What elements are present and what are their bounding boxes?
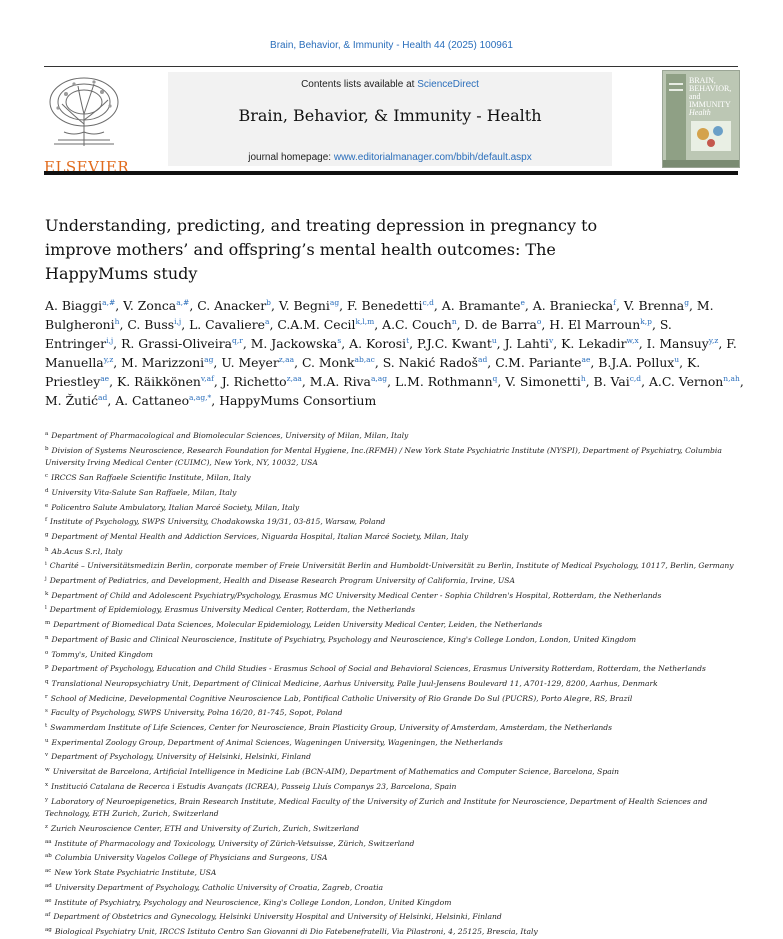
author[interactable] — [121, 336, 243, 351]
affiliation-key: ac — [45, 868, 52, 875]
author-affiliation-marker[interactable]: c,d — [422, 298, 434, 307]
journal-info-panel — [168, 72, 612, 166]
affiliation-key: i — [45, 561, 47, 568]
affiliation-item — [45, 514, 745, 529]
masthead — [44, 66, 738, 176]
publisher-logo-text: ELSEVIER — [44, 158, 130, 176]
author-affiliation-marker[interactable]: ae — [100, 374, 110, 383]
author[interactable] — [347, 298, 434, 313]
author-name: L. Cavaliere — [189, 317, 265, 332]
author[interactable] — [505, 336, 554, 351]
affiliation-text: Swammerdam Institute of Life Sciences, Center for Neuroscience, Brain Plasticity Group, University of Amsterdam, Amsterdam, the Netherlands — [50, 723, 613, 733]
author-affiliation-marker[interactable]: a,ag — [370, 374, 388, 383]
author-name: C. Anacker — [197, 298, 267, 313]
affiliation-key: p — [45, 664, 49, 671]
affiliation-key: n — [45, 634, 49, 641]
author-affiliation-marker[interactable]: t — [406, 336, 410, 345]
author-affiliation-marker[interactable]: ag — [204, 355, 214, 364]
contents-line — [168, 79, 612, 90]
author-name: V. Simonetti — [505, 374, 581, 389]
affiliation-item — [45, 850, 745, 865]
affiliation-text: Department of Biomedical Data Sciences, Molecular Epidemiology, Leiden University Medical Center, Leiden, the Netherlands — [53, 620, 543, 630]
author-affiliation-marker[interactable]: q — [492, 374, 498, 383]
affiliation-key: ab — [45, 853, 52, 860]
cover-line-3: and IMMUNITY — [689, 92, 731, 109]
affiliation-item — [45, 676, 745, 691]
author[interactable] — [465, 317, 542, 332]
affiliation-key: aa — [45, 838, 52, 845]
author-name: M.A. Riva — [309, 374, 371, 389]
author-name: M. Jackowska — [250, 336, 338, 351]
author-name: K. Räikkönen — [117, 374, 201, 389]
elsevier-logo[interactable] — [44, 74, 130, 176]
affiliation-key: a — [45, 431, 49, 437]
author-affiliation-marker[interactable]: n,ah — [723, 374, 740, 383]
author-affiliation-marker[interactable]: e — [520, 298, 525, 307]
affiliation-text: Experimental Zoology Group, Department of Animal Sciences, Wageningen University, Wageningen, the Netherlands — [51, 737, 503, 747]
affiliation-item — [45, 428, 745, 443]
author-name: M. Žutić — [45, 393, 99, 408]
author-name: V. Brenna — [623, 298, 685, 313]
contents-prefix: Contents lists available at — [301, 79, 418, 90]
author-name: A.C. Couch — [382, 317, 452, 332]
affiliation-text: Charité – Universitätsmedizin Berlin, corporate member of Freie Universität Berlin and Humboldt-Universität zu Berlin, Institute of Medical Psychology, 10117, Berlin, Germany — [49, 561, 734, 571]
author[interactable] — [251, 336, 342, 351]
author-name: F. Manuella — [45, 336, 737, 370]
author-name: B.J.A. Pollux — [598, 355, 675, 370]
affiliation-text: Translational Neuropsychiatry Unit, Department of Clinical Medicine, Aarhus University, Palle Juul-Jensens Boulevard 11, A701-129, 8200, Aarhus, Denmark — [51, 678, 658, 688]
affiliation-key: ad — [45, 882, 52, 889]
affiliation-key: l — [45, 605, 47, 612]
affiliation-item — [45, 735, 745, 750]
affiliation-text: Division of Systems Neuroscience, Research Foundation for Mental Hygiene, Inc.(RFMH) / New York State Psychiatric Institute (NYSPI), Department of Psychiatry, Columbia University Irving Medical Center (CUIMC), New York, NY, 10032, USA — [45, 445, 722, 468]
affiliation-item — [45, 895, 745, 910]
author[interactable] — [221, 355, 294, 370]
affiliation-item — [45, 865, 745, 880]
affiliation-text: Institució Catalana de Recerca i Estudis Avançats (ICREA), Passeig Lluís Companys 23, Barcelona, Spain — [51, 781, 457, 791]
affiliation-text: Faculty of Psychology, SWPS University, Polna 16/20, 81-745, Sopot, Poland — [50, 708, 343, 718]
affiliation-text: Tommy's, United Kingdom — [51, 649, 153, 659]
author[interactable] — [624, 298, 689, 313]
affiliation-key: k — [45, 590, 49, 597]
author[interactable] — [647, 336, 719, 351]
affiliation-item — [45, 632, 745, 647]
affiliation-key: s — [45, 708, 48, 715]
author-affiliation-marker[interactable]: b — [266, 298, 271, 307]
author-list: A. Biaggi$^{a,\#}$, V. Zonca$^{a,\#}$, C. Anacker$^b$, V. Begni$^{ag}$, F. Benedetti$^{c,d}$, A. Bramante$^e$, A. Braniecka$^f$, V. Brenna$^g$, M. Bulgheroni$^h$, C. Buss$^{i,j}$, L. Cavaliere$^a$, C.A.M. Cecil$^{k,l,m}$, A.C. Couch$^n$, D. de Barra$^o$, H. El Marroun$^{k,p}$, S. Entringer$^{i,j}$, R. Grassi-Oliveira$^{q,r}$, M. Jackowska$^s$, A. Korosi$^t$, P.J.C. Kwant$^u$, J. Lahti$^v$, K. Lekadir$^{w,x}$, I. Mansuy$^{y,z}$, F. Manuella$^{y,z}$, M. Marizzoni$^{ag}$, U. Meyer$^{z,aa}$, C. Monk$^{ab,ac}$, S. Nakić Radoš$^{ad}$, C.M. Pariante$^{ae}$, B.J.A. Pollux$^u$, K. Priestley$^{ae}$, K. Räikkönen$^{v,af}$, J. Richetto$^{z,aa}$, M.A. Riva$^{a,ag}$, L.M. Rothmann$^q$, V. Simonetti$^h$, B. Vai$^{c,d}$, A.C. Vernon$^{n,ah}$, M. Žutić$^{ad}$, A. Cattaneo$^{a,ag,*}$, HappyMums Consortium — [45, 298, 744, 408]
affiliation-key: f — [45, 517, 48, 524]
author[interactable] — [598, 355, 679, 370]
affiliation-item — [45, 720, 745, 735]
author-name: M. Bulgheroni — [45, 298, 714, 332]
author-name: A. Braniecka — [532, 298, 614, 313]
author[interactable] — [649, 374, 740, 389]
affiliation-key: h — [45, 546, 49, 553]
affiliation-text: Department of Psychology, University of Helsinki, Helsinki, Finland — [51, 752, 311, 762]
author-affiliation-marker[interactable]: u — [674, 355, 680, 364]
affiliation-text: Institute of Psychiatry, Psychology and Neuroscience, King's College London, London, United Kingdom — [54, 897, 452, 907]
author-name: V. Begni — [278, 298, 330, 313]
author-affiliation-marker[interactable]: i,j — [106, 336, 114, 345]
author[interactable] — [395, 374, 497, 389]
affiliation-text: University Vita-Salute San Raffaele, Milan, Italy — [51, 487, 237, 497]
affiliation-key: e — [45, 502, 49, 509]
affiliation-key: u — [45, 737, 49, 744]
author[interactable] — [383, 355, 488, 370]
affiliation-text: Department of Epidemiology, Erasmus University Medical Center, Rotterdam, the Netherlands — [49, 605, 415, 615]
affiliation-text: Ab.Acus S.r.l, Italy — [51, 546, 123, 556]
journal-reference[interactable]: Brain, Behavior, & Immunity - Health 44 (2025) 100961 — [270, 40, 513, 51]
author-affiliation-marker[interactable]: k,l,m — [355, 317, 375, 326]
author-name: A. Cattaneo — [115, 393, 190, 408]
affiliation-text: Biological Psychiatry Unit, IRCCS Istituto Centro San Giovanni di Dio Fatebenefratelli, Via Pilastroni, 4, 25125, Brescia, Italy — [54, 926, 538, 936]
affiliation-key: z — [45, 823, 48, 830]
affiliation-key: m — [45, 620, 51, 627]
author[interactable] — [417, 336, 497, 351]
author-affiliation-marker[interactable]: w,x — [626, 336, 639, 345]
cover-line-1: BRAIN, — [689, 76, 716, 85]
masthead-bottom-rule — [44, 171, 738, 175]
journal-homepage-link[interactable]: www.editorialmanager.com/bbih/default.aspx — [333, 152, 532, 163]
author[interactable] — [533, 298, 616, 313]
author-affiliation-marker[interactable]: a,ag,* — [189, 393, 212, 402]
affiliation-text: Department of Child and Adolescent Psychiatry/Psychology, Erasmus MC University Medical Center - Sophia Children's Hospital, Rotterdam, the Netherlands — [51, 590, 662, 600]
author-affiliation-marker[interactable]: a,# — [102, 298, 116, 307]
author-affiliation-marker[interactable]: c,d — [629, 374, 642, 383]
affiliation-text: Zurich Neuroscience Center, ETH and University of Zurich, Zurich, Switzerland — [50, 823, 360, 833]
author-affiliation-marker[interactable]: z,aa — [278, 355, 295, 364]
author[interactable] — [442, 298, 525, 313]
affiliation-item — [45, 909, 745, 924]
author[interactable] — [277, 317, 374, 332]
author[interactable] — [549, 317, 652, 332]
author-affiliation-marker[interactable]: ad — [98, 393, 108, 402]
affiliation-item — [45, 691, 745, 706]
author-name: A. Bramante — [441, 298, 521, 313]
author-name: J. Richetto — [221, 374, 287, 389]
author[interactable] — [121, 355, 213, 370]
author-name: C. Buss — [127, 317, 175, 332]
author-affiliation-marker[interactable]: ab,ac — [354, 355, 375, 364]
author[interactable] — [219, 393, 376, 408]
affiliation-key: g — [45, 531, 49, 538]
affiliation-text: Department of Pediatrics, and Development, Health and Disease Research Program University of California, Irvine, USA — [49, 576, 515, 586]
affiliation-item — [45, 470, 745, 485]
affiliation-item — [45, 529, 745, 544]
author-name: A. Korosi — [349, 336, 407, 351]
author-affiliation-marker[interactable]: n — [451, 317, 457, 326]
affiliation-item — [45, 764, 745, 779]
affiliation-item — [45, 647, 745, 662]
affiliation-text: Department of Mental Health and Addiction Services, Niguarda Hospital, Italian Marcé Society, Milan, Italy — [51, 531, 469, 541]
author[interactable] — [197, 298, 271, 313]
author-affiliation-marker[interactable]: u — [491, 336, 497, 345]
author-affiliation-marker[interactable]: v — [548, 336, 554, 345]
author-affiliation-marker[interactable]: h — [580, 374, 586, 383]
author-name: S. Nakić Radoš — [382, 355, 479, 370]
elsevier-tree-icon — [44, 74, 124, 150]
affiliation-text: Department of Basic and Clinical Neuroscience, Institute of Psychiatry, Psychology and Neuroscience, King's College London, London, United Kingdom — [51, 634, 637, 644]
author[interactable] — [495, 355, 590, 370]
author-affiliation-marker[interactable]: s — [337, 336, 342, 345]
cover-line-2: BEHAVIOR, — [689, 84, 732, 93]
author-affiliation-marker[interactable]: y,z — [708, 336, 719, 345]
author-name: I. Mansuy — [646, 336, 709, 351]
author[interactable] — [561, 336, 639, 351]
affiliation-text: Institute of Pharmacology and Toxicology, University of Zürich-Vetsuisse, Zürich, Switzerland — [54, 838, 415, 848]
author-name: B. Vai — [593, 374, 630, 389]
author-name: D. de Barra — [464, 317, 537, 332]
affiliation-text: IRCCS San Raffaele Scientific Institute, Milan, Italy — [51, 473, 251, 483]
affiliation-key: w — [45, 767, 50, 774]
affiliation-key: r — [45, 693, 48, 700]
author-name: K. Priestley — [45, 355, 701, 389]
affiliation-item — [45, 836, 745, 851]
author[interactable] — [349, 336, 409, 351]
cover-title — [689, 77, 737, 117]
affiliation-item — [45, 573, 745, 588]
author-affiliation-marker[interactable]: a — [264, 317, 270, 326]
author-affiliation-marker[interactable]: ad — [478, 355, 488, 364]
author-name: C.M. Pariante — [495, 355, 582, 370]
affiliation-item — [45, 617, 745, 632]
affiliation-item — [45, 794, 745, 821]
author-affiliation-marker[interactable]: o — [536, 317, 542, 326]
affiliation-key: ae — [45, 897, 52, 904]
author-affiliation-marker[interactable]: ae — [581, 355, 591, 364]
affiliation-text: Institute of Psychology, SWPS University, Chodakowska 19/31, 03-815, Warsaw, Poland — [50, 517, 386, 527]
affiliation-list — [45, 428, 745, 939]
affiliation-key: c — [45, 473, 49, 480]
author[interactable] — [302, 355, 375, 370]
affiliation-text: Policentro Salute Ambulatory, Italian Marcé Society, Milan, Italy — [51, 502, 300, 512]
affiliation-text: School of Medicine, Developmental Cognitive Neuroscience Lab, Pontifical Catholic University of Rio Grande Do Sul (PUCRS), Porto Alegre, RS, Brazil — [50, 693, 633, 703]
affiliation-key: j — [45, 576, 47, 583]
affiliation-item — [45, 443, 745, 470]
author-name: R. Grassi-Oliveira — [121, 336, 233, 351]
affiliation-text: Department of Obstetrics and Gynecology, Helsinki University Hospital and University of Helsinki, Helsinki, Finland — [53, 912, 502, 922]
affiliation-key: y — [45, 796, 49, 803]
affiliation-item — [45, 924, 745, 939]
author[interactable] — [279, 298, 339, 313]
affiliation-key: q — [45, 678, 49, 685]
author-name: HappyMums Consortium — [219, 393, 377, 408]
author-name: U. Meyer — [221, 355, 279, 370]
author[interactable] — [45, 393, 107, 408]
author-affiliation-marker[interactable]: g — [684, 298, 690, 307]
author[interactable] — [310, 374, 387, 389]
affiliation-item — [45, 880, 745, 895]
author-name: M. Marizzoni — [121, 355, 205, 370]
author-affiliation-marker[interactable]: v,af — [200, 374, 214, 383]
author[interactable] — [45, 298, 115, 313]
author[interactable] — [594, 374, 642, 389]
affiliation-key: d — [45, 487, 49, 494]
author[interactable] — [123, 298, 189, 313]
author-name: L.M. Rothmann — [394, 374, 493, 389]
author[interactable] — [222, 374, 302, 389]
author[interactable] — [115, 393, 211, 408]
affiliation-item — [45, 821, 745, 836]
author-name: P.J.C. Kwant — [416, 336, 492, 351]
affiliation-key: ag — [45, 926, 52, 933]
affiliation-item — [45, 485, 745, 500]
author-affiliation-marker[interactable]: k,p — [640, 317, 652, 326]
affiliation-item — [45, 500, 745, 515]
homepage-prefix: journal homepage: — [248, 152, 334, 163]
author[interactable] — [505, 374, 585, 389]
author[interactable] — [127, 317, 181, 332]
affiliation-text: Department of Psychology, Education and Child Studies - Erasmus School of Social and Behavioral Sciences, Erasmus University Rotterdam, Rotterdam, the Netherlands — [51, 664, 706, 674]
author-name: C. Monk — [301, 355, 355, 370]
affiliation-item — [45, 661, 745, 676]
affiliation-item — [45, 705, 745, 720]
masthead-top-rule — [44, 66, 738, 67]
author-affiliation-marker[interactable]: i,j — [174, 317, 182, 326]
affiliation-text: Universitat de Barcelona, Artificial Intelligence in Medicine Lab (BCN-AIM), Department of Mathematics and Computer Science, Barcelona, Spain — [52, 767, 620, 777]
author-affiliation-marker[interactable]: y,z — [103, 355, 114, 364]
author-affiliation-marker[interactable]: f — [613, 298, 616, 307]
author-name: C.A.M. Cecil — [277, 317, 356, 332]
affiliation-text: Department of Pharmacological and Biomolecular Sciences, University of Milan, Milan, Italy — [51, 431, 409, 440]
author-name: H. El Marroun — [549, 317, 641, 332]
affiliation-item — [45, 779, 745, 794]
affiliation-text: Columbia University Vagelos College of Physicians and Surgeons, USA — [54, 853, 328, 863]
affiliation-key: o — [45, 649, 49, 656]
author-affiliation-marker[interactable]: ag — [329, 298, 340, 307]
cover-line-4: Health — [689, 108, 711, 117]
author-name: J. Lahti — [504, 336, 549, 351]
author-name: F. Benedetti — [347, 298, 423, 313]
author-affiliation-marker[interactable]: q,r — [232, 336, 243, 345]
affiliation-item — [45, 558, 745, 573]
author-name: A.C. Vernon — [648, 374, 724, 389]
affiliation-text: University Department of Psychology, Catholic University of Croatia, Zagreb, Croatia — [54, 882, 384, 892]
author[interactable] — [382, 317, 457, 332]
affiliation-key: t — [45, 723, 48, 730]
article-title: Understanding, predicting, and treating depression in pregnancy to improve mothers’ and offspring’s mental health outcomes: The HappyMums study — [45, 216, 598, 283]
affiliation-item — [45, 602, 745, 617]
author-name: V. Zonca — [123, 298, 177, 313]
author-affiliation-marker[interactable]: h — [114, 317, 120, 326]
journal-cover-thumbnail[interactable] — [662, 70, 740, 168]
affiliation-key: x — [45, 781, 49, 788]
affiliation-key: b — [45, 445, 49, 452]
author[interactable] — [117, 374, 214, 389]
author-name: S. Entringer — [45, 317, 672, 351]
author[interactable] — [189, 317, 269, 332]
affiliation-text: New York State Psychiatric Institute, USA — [54, 868, 217, 878]
affiliation-item — [45, 544, 745, 559]
author-affiliation-marker[interactable]: z,aa — [286, 374, 302, 383]
journal-title: Brain, Behavior, & Immunity - Health — [238, 106, 542, 125]
affiliation-item — [45, 588, 745, 603]
affiliation-text: Laboratory of Neuroepigenetics, Brain Research Institute, Medical Faculty of the University of Zurich and Institute for Neuroscience, Department of Health Sciences and Technology, ETH Zurich, Zurich, Switzerland — [45, 796, 708, 819]
author-affiliation-marker[interactable]: a,# — [176, 298, 190, 307]
homepage-line — [168, 152, 612, 163]
author-name: K. Lekadir — [561, 336, 627, 351]
affiliation-key: af — [45, 912, 51, 919]
sciencedirect-link[interactable]: ScienceDirect — [417, 79, 479, 90]
affiliation-key: v — [45, 752, 49, 759]
affiliation-item — [45, 749, 745, 764]
author-name: A. Biaggi — [45, 298, 103, 313]
